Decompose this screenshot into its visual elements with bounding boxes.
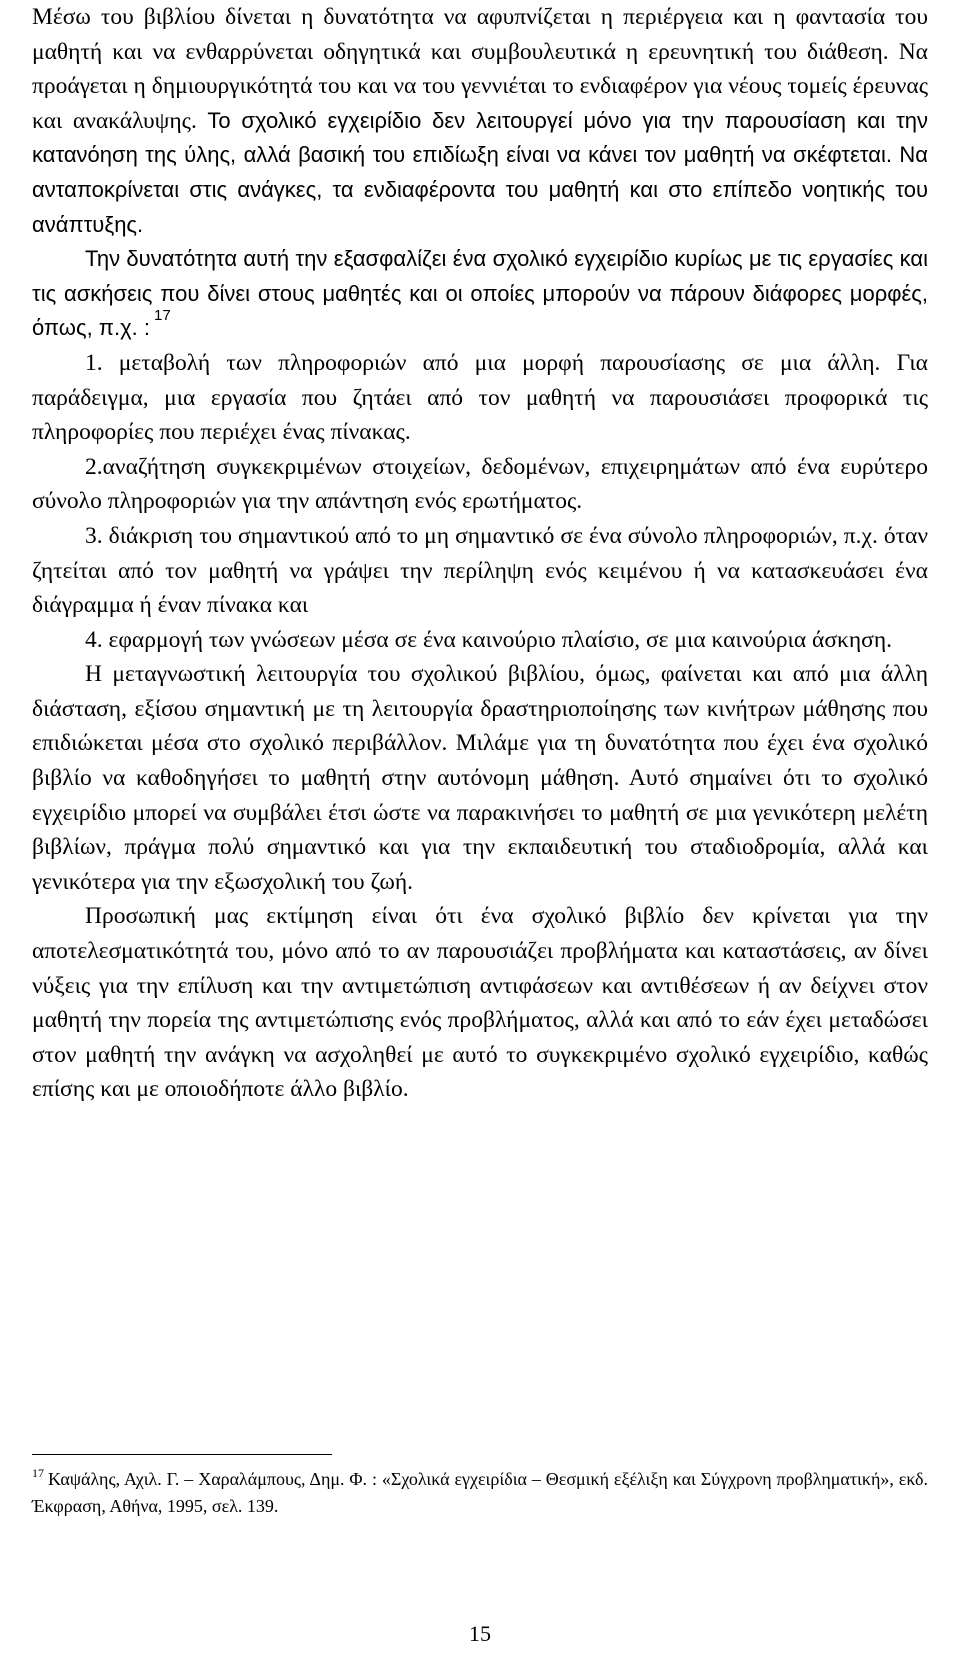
list-item-3: 3. διάκριση του σημαντικού από το μη σημαντικό σε ένα σύνολο πληροφοριών, π.χ. όταν ζητείται από τον μαθητή να γράψει την περίληψη ενός κειμένου ή να κατασκευάσει ένα διάγραμμα ή έναν πίνακα και (32, 522, 928, 619)
paragraph-1-sans: Το σχολικό εγχειρίδιο δεν λειτουργεί μόνο για την παρουσίαση και την κατανόηση της ύλης, αλλά βασική του επιδίωξη είναι να κάνει τον μαθητή να σκέφτεται. Να ανταποκρίνεται στις ανάγκες, τα ενδιαφέροντα του μαθητή και στο επίπεδο νοητικής του ανάπτυξης. (32, 107, 928, 237)
list-item-4: 4. εφαρμογή των γνώσεων μέσα σε ένα καινούριο πλαίσιο, σε μια καινούρια άσκηση. (85, 626, 892, 653)
paragraph-2-text: Την δυνατότητα αυτή την εξασφαλίζει ένα σχολικό εγχειρίδιο κυρίως με τις εργασίες και τις ασκήσεις που δίνει στους μαθητές και οι οποίες μπορούν να πάρουν διάφορες μορφές, όπως, π.χ. : (32, 246, 928, 341)
body-text (32, 0, 928, 1107)
footnote-number: 17 (32, 1466, 44, 1480)
footnote-separator (32, 1454, 332, 1455)
paragraph-3: Η μεταγνωστική λειτουργία του σχολικού βιβλίου, όμως, φαίνεται και από μια άλλη διάσταση, εξίσου σημαντική με τη λειτουργία δραστηριοποίησης των κινήτρων μάθησης που επιδιώκεται μέσα στο σχολικό περιβάλλον. Μιλάμε για τη δυνατότητα που έχει ένα σχολικό βιβλίο να καθοδηγήσει το μαθητή στην αυτόνομη μάθηση. Αυτό σημαίνει ότι το σχολικό εγχειρίδιο μπορεί να συμβάλει έτσι ώστε να παρακινήσει το μαθητή σε μια γενικότερη μελέτη βιβλίων, πράγμα πολύ σημαντικό και για την εκπαιδευτική του σταδιοδρομία, αλλά και γενικότερα για την εξωσχολική του ζωή. (32, 661, 928, 895)
paragraph-2 (32, 242, 928, 346)
footnote (32, 1466, 928, 1520)
page-number: 15 (469, 1621, 491, 1646)
paragraph-1-serif: Μέσω του βιβλίου δίνεται η δυνατότητα να αφυπνίζεται η περιέργεια και η φαντασία του μαθητή και να ενθαρρύνεται οδηγητικά και συμβουλευτικά η ερευνητική του διάθεση. Να προάγεται η δημιουργικότητά του και να του γεννιέται το ενδιαφέρον για νέους τομείς έρευνας και ανακάλυψης. (32, 4, 928, 134)
footnote-reference: 17 (153, 307, 171, 325)
list-item-2: 2.αναζήτηση συγκεκριμένων στοιχείων, δεδομένων, επιχειρημάτων από ένα ευρύτερο σύνολο πληροφοριών για την απάντηση ενός ερωτήματος. (32, 453, 928, 515)
footnote-text: Καψάλης, Αχιλ. Γ. – Χαραλάμπους, Δημ. Φ. : «Σχολικά εγχειρίδια – Θεσμική εξέλιξη και Σύγχρονη προβληματική», εκδ. Έκφραση, Αθήνα, 1995, σελ. 139. (32, 1469, 928, 1516)
list-item-1: 1. μεταβολή των πληροφοριών από μια μορφή παρουσίασης σε μια άλλη. Για παράδειγμα, μια εργασία που ζητάει από τον μαθητή να παρουσιάσει προφορικά τις πληροφορίες που περιέχει ένας πίνακας. (32, 349, 928, 446)
paragraph-4: Προσωπική μας εκτίμηση είναι ότι ένα σχολικό βιβλίο δεν κρίνεται για την αποτελεσματικότητά του, μόνο από το αν παρουσιάζει προβλήματα και καταστάσεις, αν δίνει νύξεις για την επίλυση και την αντιμετώπιση αντιφάσεων και αντιθέσεων ή αν δείχνει στον μαθητή την πορεία της αντιμετώπισης ενός προβλήματος, αλλά και από το εάν έχει μεταδώσει στον μαθητή την ανάγκη να ασχοληθεί με αυτό το συγκεκριμένο σχολικό εγχειρίδιο, καθώς επίσης και με οποιοδήποτε άλλο βιβλίο. (32, 903, 928, 1103)
paragraph-1 (32, 0, 928, 242)
